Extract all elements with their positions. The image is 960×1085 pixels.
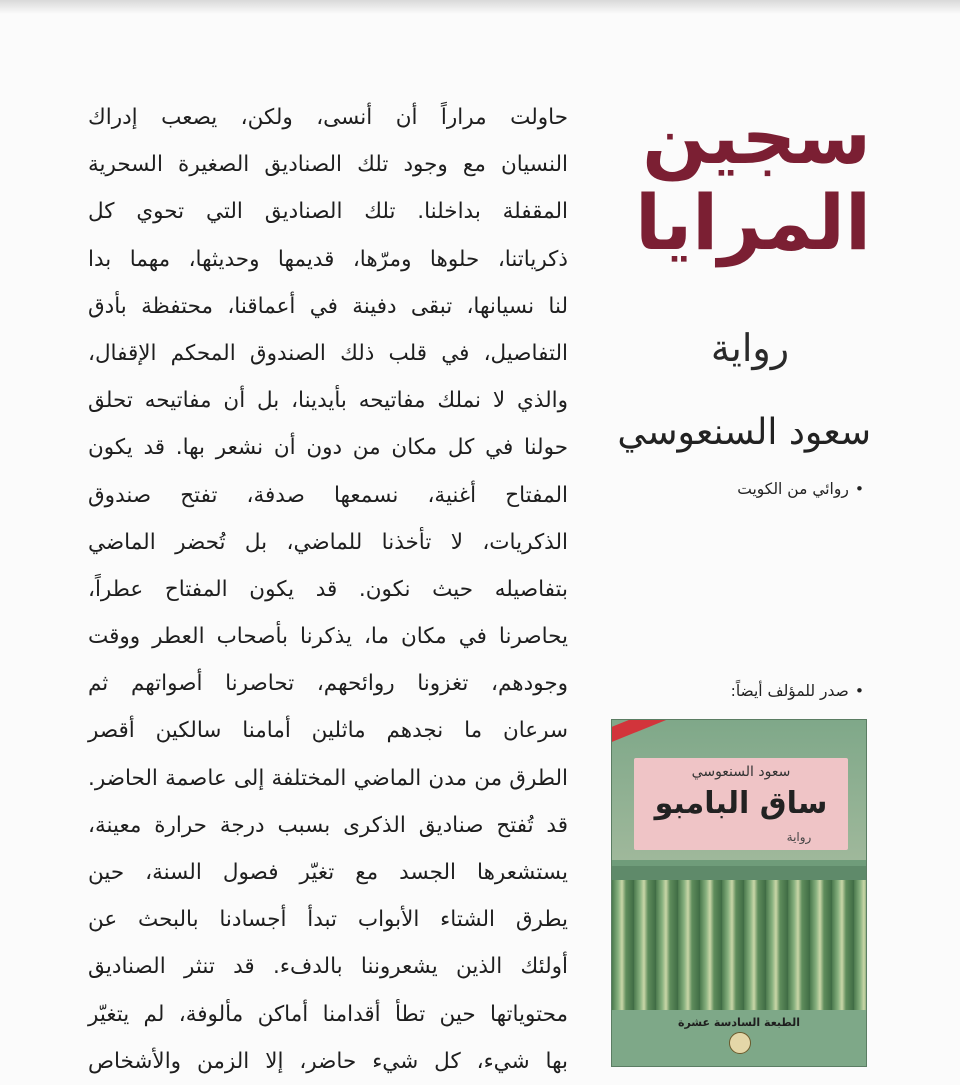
body-line: قد تُفتح صناديق الذكرى بسبب درجة حرارة معينة، [88,812,568,838]
book-title [606,94,871,266]
book-cover-title: ساق البامبو [654,786,828,821]
body-text [88,94,568,1085]
bullet-icon: • [854,480,864,498]
book-cover-author: سعود السنعوسي [691,764,791,780]
bamboo-illustration [612,880,866,1010]
book-cover-edition: الطبعة السادسة عشرة [677,1016,801,1029]
body-line: النسيان مع وجود تلك الصناديق الصغيرة السحرية [88,152,568,178]
body-line: المفتاح أغنية، نسمعها صدفة، تفتح صندوق [88,482,568,508]
body-line: يحاصرنا في مكان ما، يذكرنا بأصحاب العطر ووقت [88,624,568,650]
body-line: أولئك الذين يشعروننا بالدفء. قد تنثر الصناديق [88,954,568,980]
book-cover-bottom [612,1010,866,1066]
body-line: وجودهم، تغزونا روائحهم، تحاصرنا أصواتهم ثم [88,671,568,697]
bullet-icon: • [854,682,864,700]
body-line: سرعان ما نجدهم ماثلين أمامنا سالكين أقصر [88,718,568,744]
body-line: حاولت مراراً أن أنسى، ولكن، يصعب إدراك [88,105,568,130]
also-by-note [731,682,864,700]
body-line: يطرق الشتاء الأبواب تبدأ أجسادنا بالبحث عن [88,907,568,933]
genre-label: رواية [710,326,790,370]
body-line: لنا نسيانها، تبقى دفينة في أعماقنا، محتفظة بأدق [88,293,568,319]
author-note-text: روائي من الكويت [737,480,849,498]
book-cover-genre: رواية [786,830,812,844]
body-line: المقفلة بداخلنا. تلك الصناديق التي تحوي كل [88,199,568,225]
book-title-line-1: سجين [642,92,871,181]
body-line: ذكرياتنا، حلوها ومرّها، قديمها وحديثها، مهما بدا [88,246,568,272]
page-top-shadow [0,0,960,14]
publisher-logo-icon [729,1032,751,1054]
body-line: والذي لا نملك مفاتيحه بأيدينا، بل أن مفاتيحه تحلق [88,388,568,414]
author-name: سعود السنعوسي [617,412,871,453]
author-note [737,480,864,498]
book-cover-strip [612,866,866,880]
body-line: التفاصيل، في قلب ذلك الصندوق المحكم الإقفال، [88,340,568,366]
also-by-text: صدر للمؤلف أيضاً: [730,682,849,700]
body-line: بها شيء، كل شيء حاضر، إلا الزمن والأشخاص [88,1048,568,1074]
book-cover-label [634,758,848,850]
body-line: حولنا في كل مكان من دون أن نشعر بها. قد يكون [88,435,568,461]
body-line: يستشعرها الجسد مع تغيّر فصول السنة، حين [88,860,568,885]
book-cover-image [612,720,866,1066]
body-line: محتوياتها حين تطأ أقدامنا أماكن مألوفة، لم يتغيّر [88,1001,568,1027]
body-line: بتفاصيله حيث نكون. قد يكون المفتاح عطراً، [88,576,568,602]
body-line: الذكريات، لا تأخذنا للماضي، بل تُحضر الماضي [88,529,568,555]
body-line: الطرق من مدن الماضي المختلفة إلى عاصمة الحاضر. [88,765,568,791]
book-title-line-2: المرايا [635,178,871,267]
